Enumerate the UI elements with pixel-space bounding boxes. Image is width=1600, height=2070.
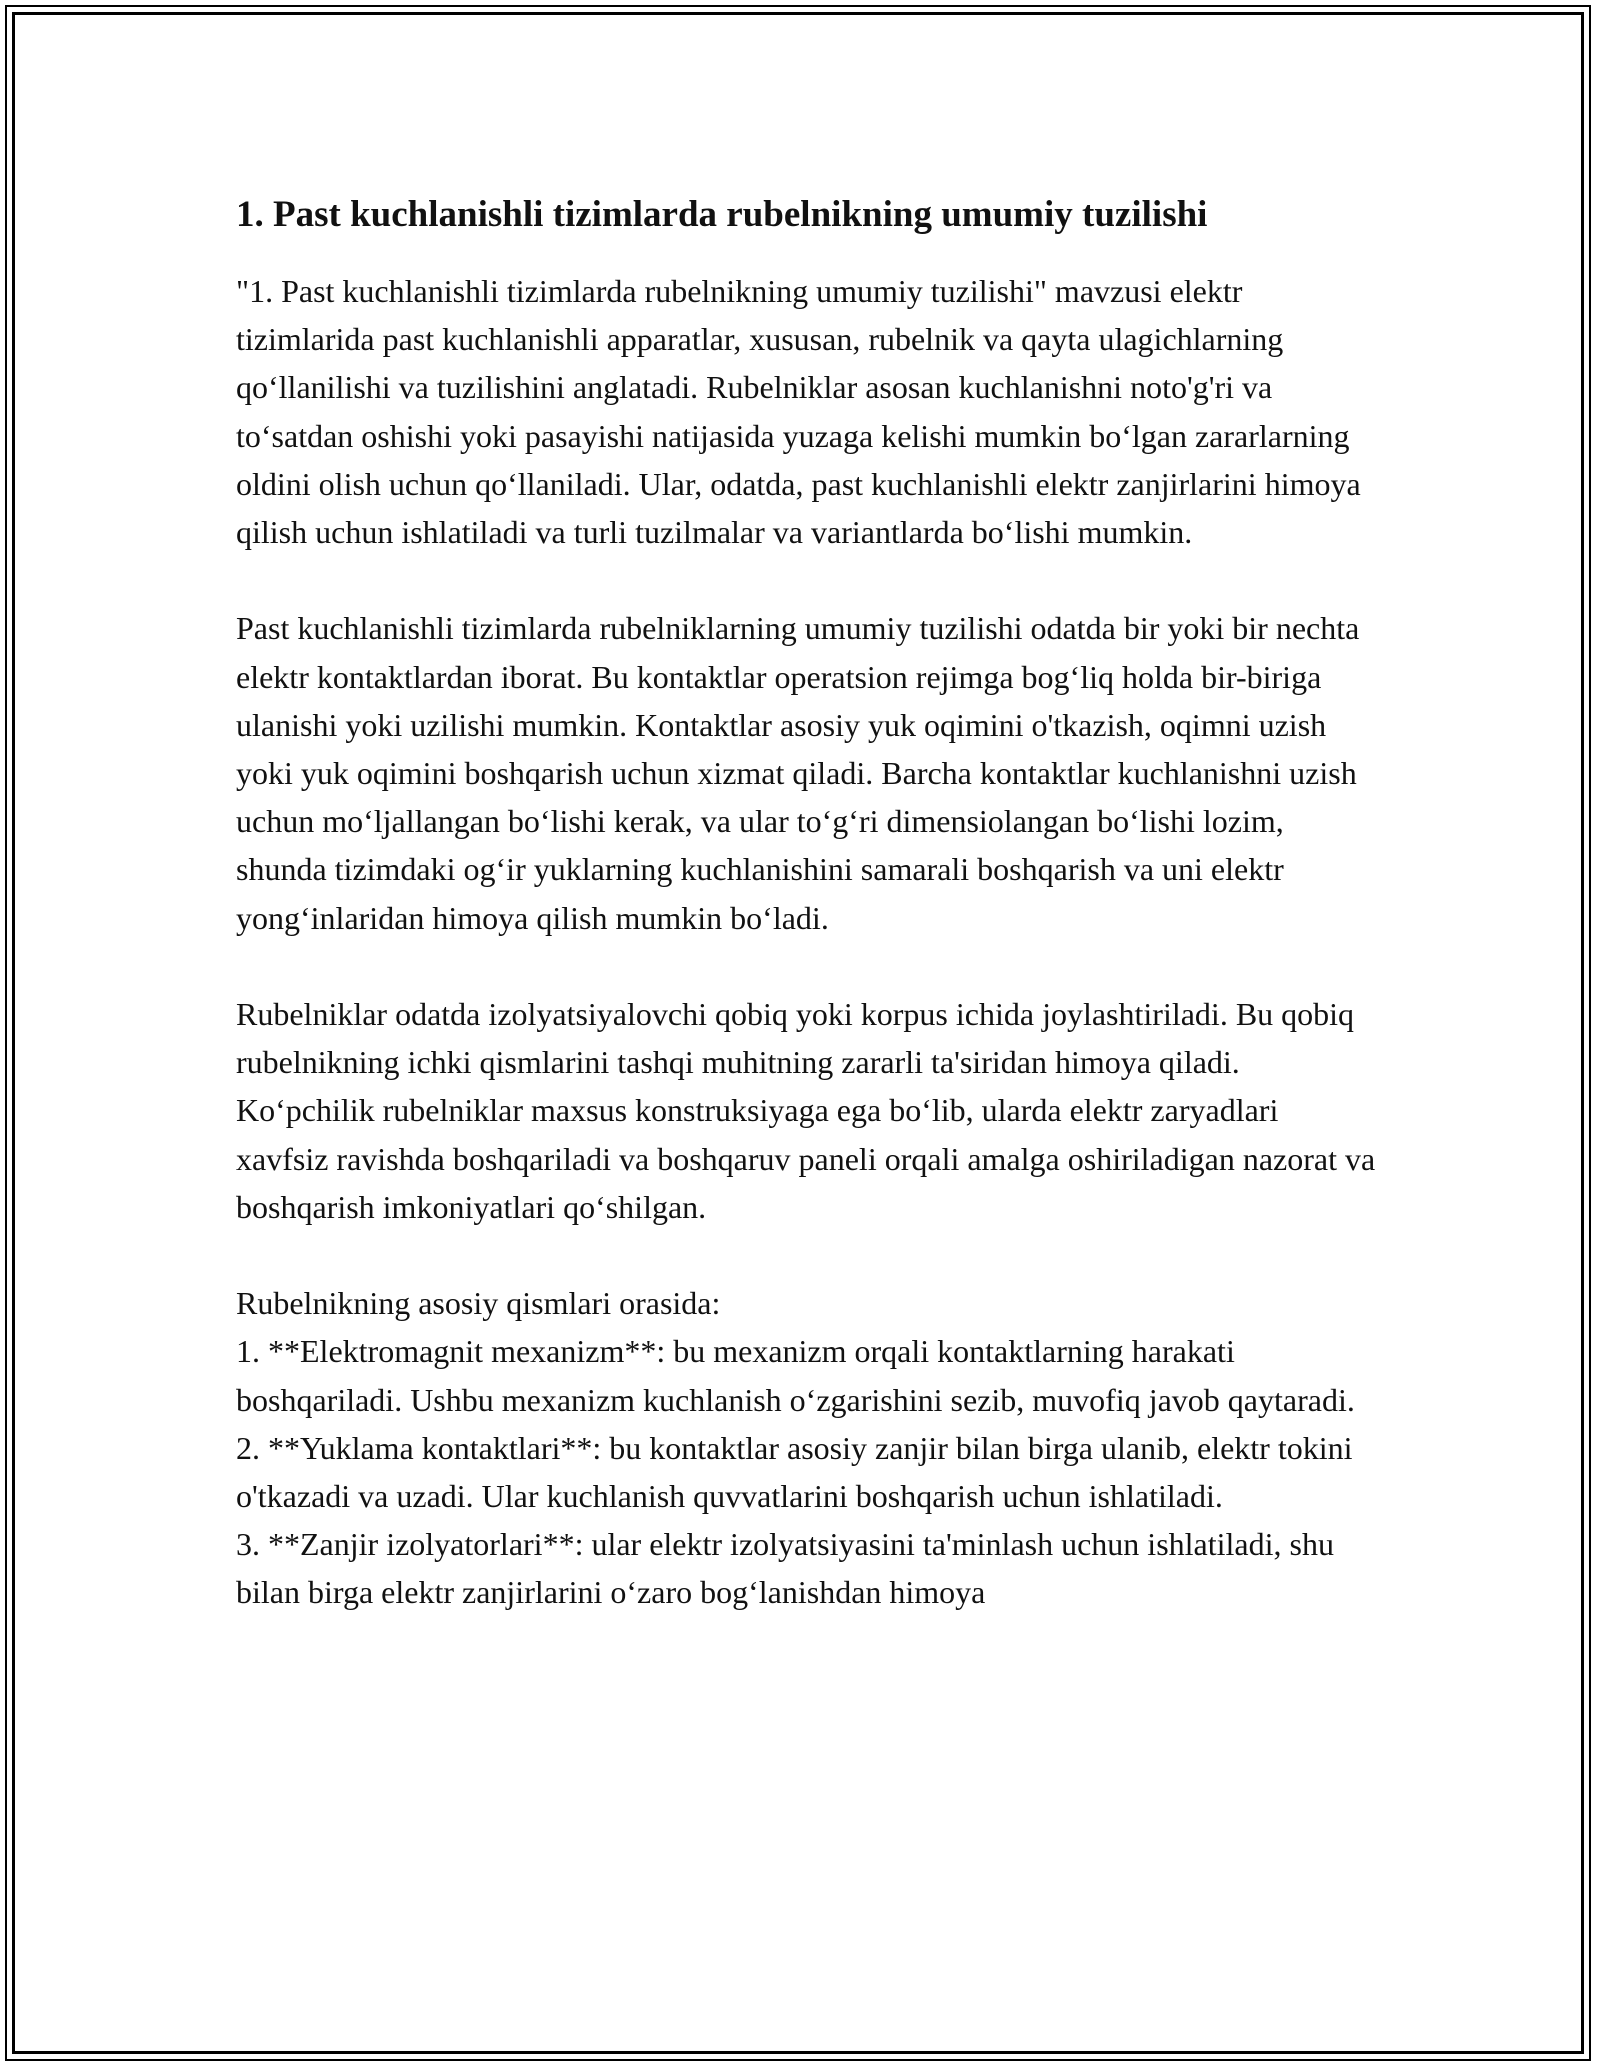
document-body (236, 185, 1376, 1617)
list-item: 2. **Yuklama kontaktlari**: bu kontaktlar asosiy zanjir bilan birga ulanib, elektr tokini o'tkazadi va uzadi. Ular kuchlanish quvvatlarini boshqarish uchun ishlatiladi. (236, 1429, 1353, 1515)
paragraph-1: "1. Past kuchlanishli tizimlarda rubelnikning umumiy tuzilishi" mavzusi elektr tizimlarida past kuchlanishli apparatlar, xususan, rubelnik va qayta ulagichlarning qo‘llanilishi va tuzilishini anglatadi. Rubelniklar asosan kuchlanishni noto'g'ri va to‘satdan oshishi yoki pasayishi natijasida yuzaga kelishi mumkin bo‘lgan zararlarning oldini olish uchun qo‘llaniladi. Ular, odatda, past kuchlanishli elektr zanjirlarini himoya qilish uchun ishlatiladi va turli tuzilmalar va variantlarda bo‘lishi mumkin. (236, 273, 1361, 551)
paragraph-gap (236, 1231, 1376, 1279)
paragraph-gap (236, 942, 1376, 990)
list-intro: Rubelnikning asosiy qismlari orasida: (236, 1285, 721, 1322)
paragraph-3: Rubelniklar odatda izolyatsiyalovchi qobiq yoki korpus ichida joylashtiriladi. Bu qobiq rubelnikning ichki qismlarini tashqi muhitning zararli ta'siridan himoya qiladi. Ko‘pchilik rubelniklar maxsus konstruksiyaga ega bo‘lib, ularda elektr zaryadlari xavfsiz ravishda boshqariladi va boshqaruv paneli orqali amalga oshiriladigan nazorat va boshqarish imkoniyatlari qo‘shilgan. (236, 996, 1376, 1225)
paragraph-gap (236, 556, 1376, 604)
list-item: 1. **Elektromagnit mexanizm**: bu mexanizm orqali kontaktlarning harakati boshqariladi. Ushbu mexanizm kuchlanish o‘zgarishini sezib, muvofiq javob qaytaradi. (236, 1333, 1355, 1418)
paragraph-2: Past kuchlanishli tizimlarda rubelniklarning umumiy tuzilishi odatda bir yoki bir nechta elektr kontaktlardan iborat. Bu kontaktlar operatsion rejimga bog‘liq holda bir-biriga ulanishi yoki uzilishi mumkin. Kontaktlar asosiy yuk oqimini o'tkazish, oqimni uzish yoki yuk oqimini boshqarish uchun xizmat qiladi. Barcha kontaktlar kuchlanishni uzish uchun mo‘ljallangan bo‘lishi kerak, va ular to‘g‘ri dimensiolangan bo‘lishi lozim, shunda tizimdaki og‘ir yuklarning kuchlanishini samarali boshqarish va uni elektr yong‘inlaridan himoya qilish mumkin bo‘ladi. (236, 610, 1360, 936)
document-title: 1. Past kuchlanishli tizimlarda rubelnikning umumiy tuzilishi (236, 194, 1208, 235)
list-item: 3. **Zanjir izolyatorlari**: ular elektr izolyatsiyasini ta'minlash uchun ishlatiladi, shu bilan birga elektr zanjirlarini o‘zaro bog‘lanishdan himoya (236, 1526, 1334, 1611)
